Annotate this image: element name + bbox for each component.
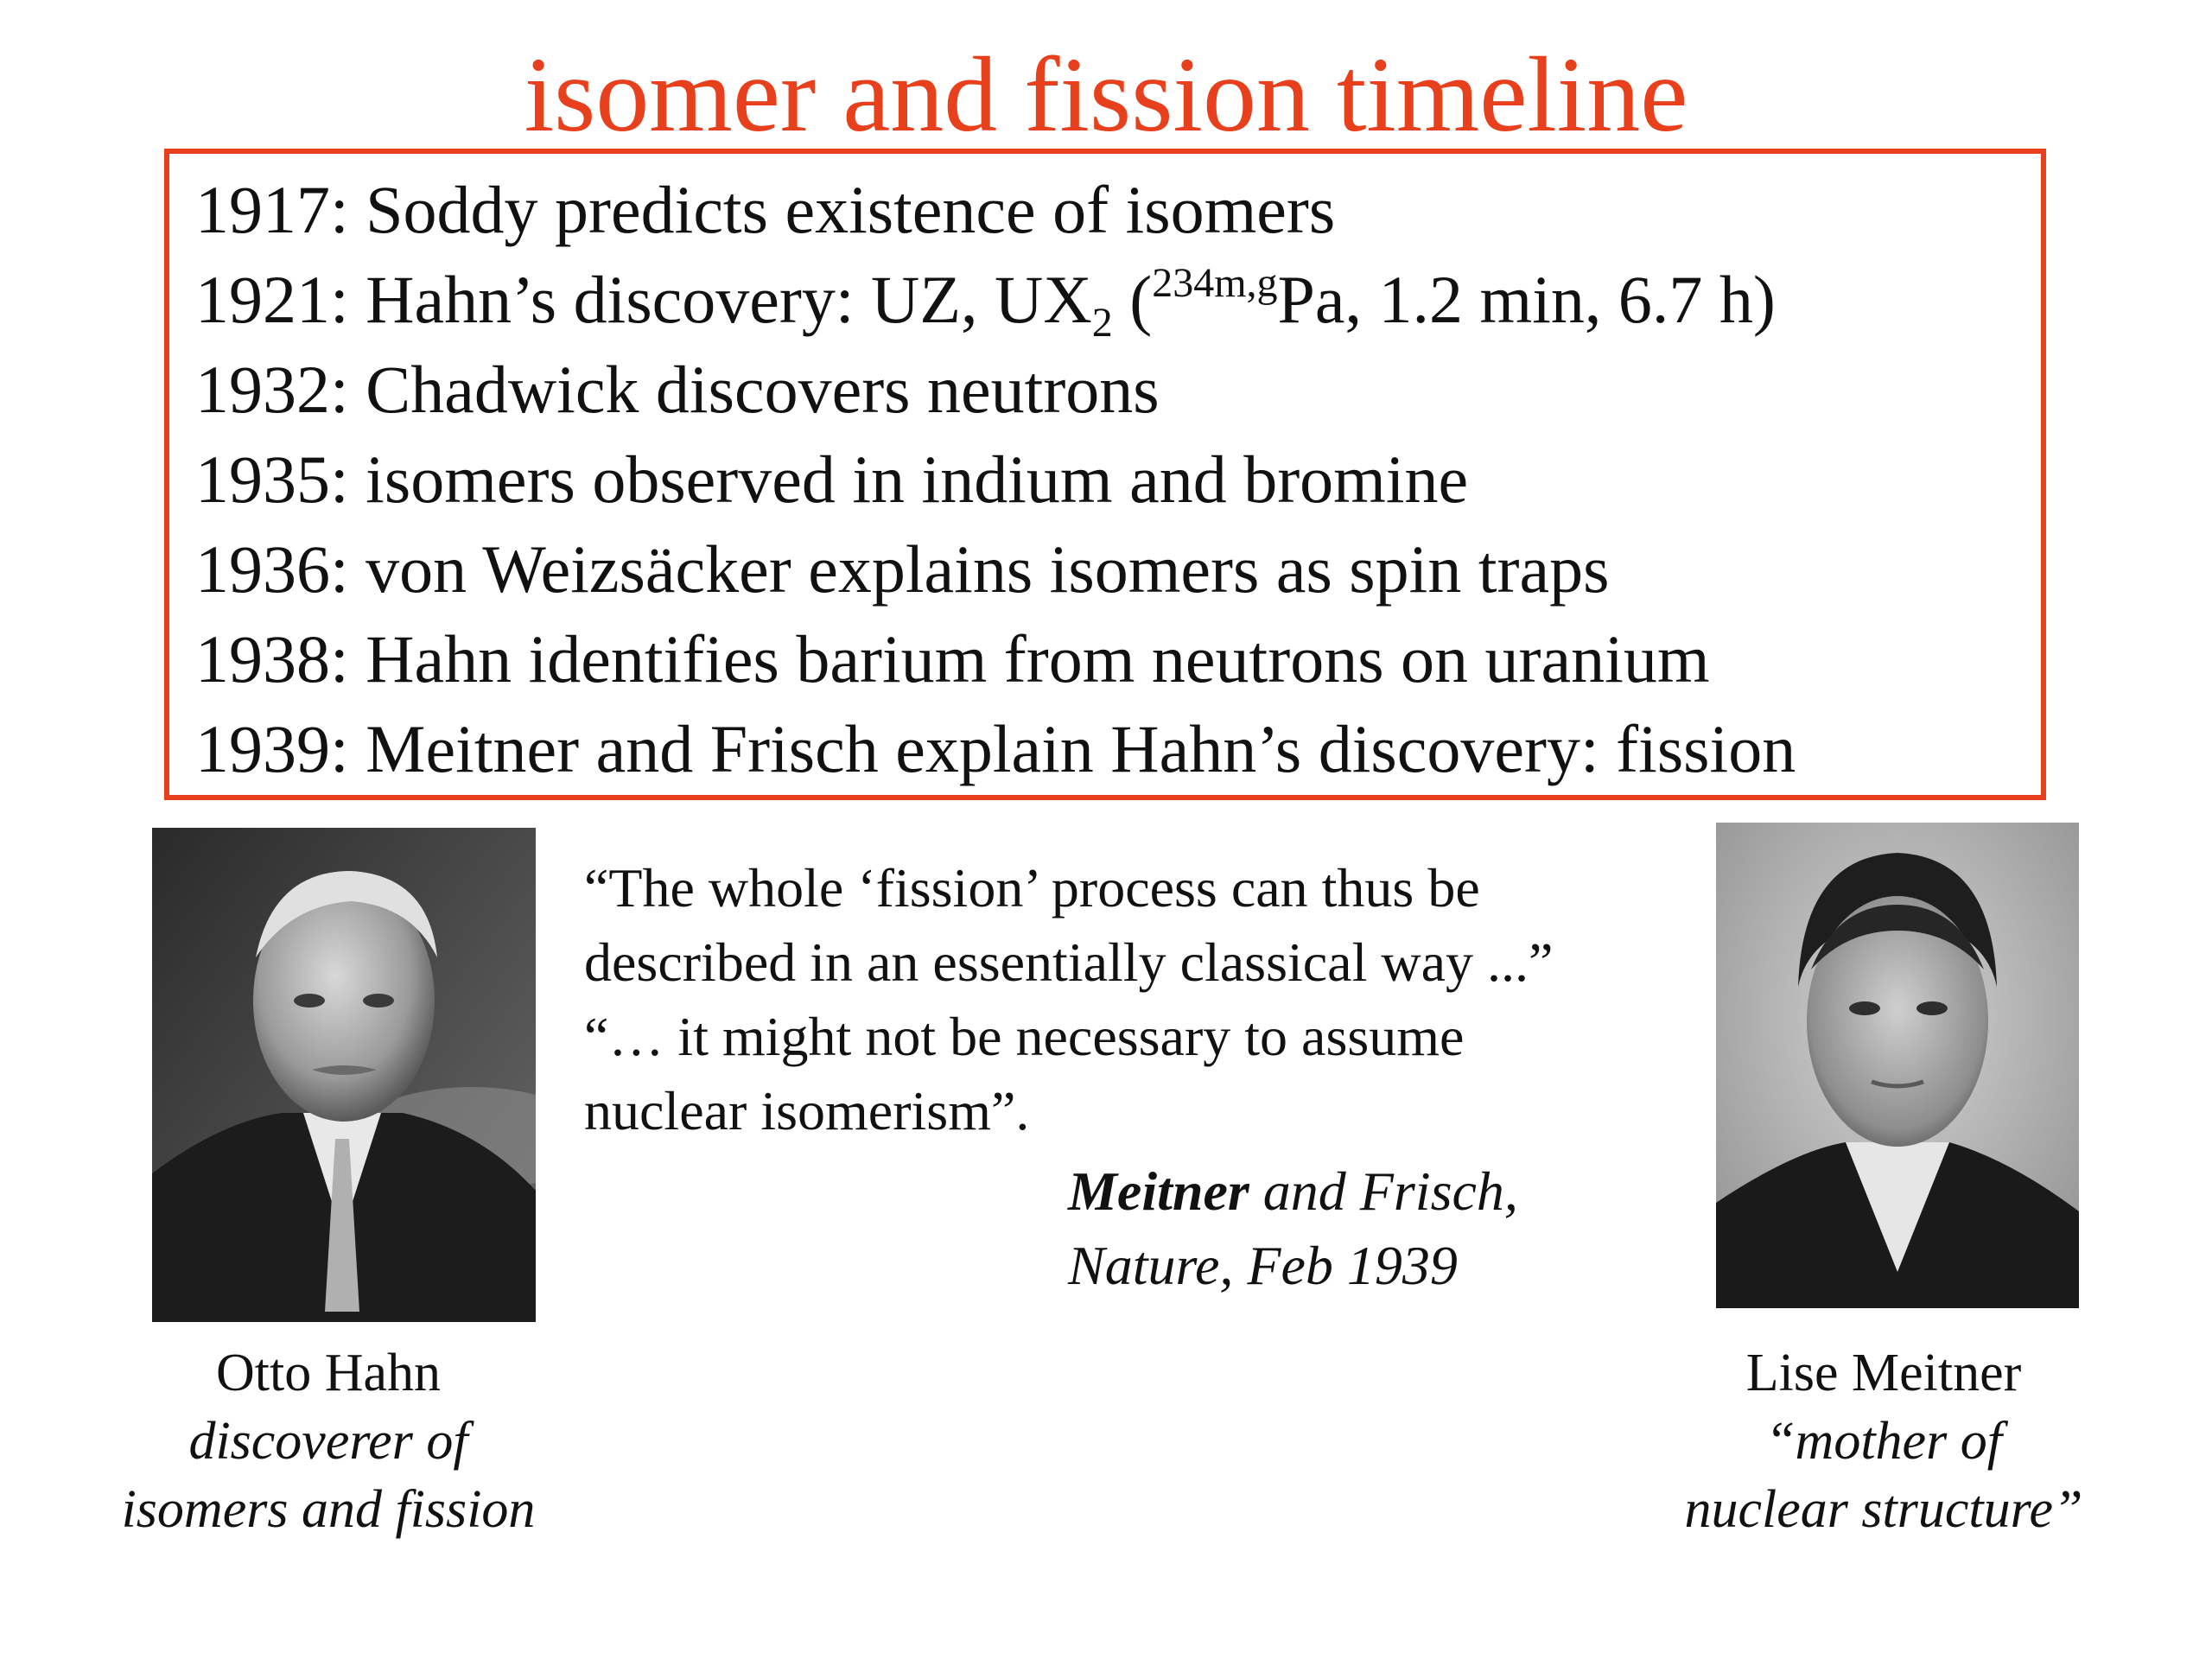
timeline-entry-1921 (195, 260, 1776, 346)
otto-hahn-desc-1: discoverer of (188, 1412, 468, 1471)
lise-meitner-desc-1: “mother of (1765, 1412, 2002, 1471)
citation-journal: Nature, Feb 1939 (1068, 1235, 1458, 1296)
quote-line-4: nuclear isomerism”. (584, 1080, 1030, 1141)
quote-line-2: described in an essentially classical way ...” (584, 931, 1554, 993)
otto-hahn-name: Otto Hahn (215, 1344, 442, 1402)
slide-title: isomer and fission timeline (524, 35, 1688, 154)
timeline-entry-1921-paren: ( (1112, 262, 1153, 337)
timeline-entry-1921-rest: Pa, 1.2 min, 6.7 h) (1277, 262, 1776, 337)
otto-hahn-photo (152, 828, 536, 1322)
timeline-entry-1917: 1917: Soddy predicts existence of isomers (195, 172, 1336, 247)
subscript-2: 2 (1091, 300, 1113, 346)
timeline-box (164, 149, 2046, 800)
lise-meitner-name: Lise Meitner (1745, 1344, 2022, 1402)
quote-line-3: “… it might not be necessary to assume (584, 1006, 1465, 1067)
superscript-mass-number: 234m,g (1152, 260, 1278, 306)
timeline-entry-1939: 1939: Meitner and Frisch explain Hahn’s discovery: fission (195, 711, 1796, 786)
quote-citation (1068, 1154, 1518, 1303)
timeline-entry-1938: 1938: Hahn identifies barium from neutrons on uranium (195, 621, 1710, 696)
lise-meitner-photo (1716, 823, 2079, 1308)
otto-hahn-caption (86, 1339, 570, 1544)
quote-line-1: “The whole ‘fission’ process can thus be (584, 857, 1480, 918)
quote-block (584, 851, 1553, 1148)
citation-author-rest: and Frisch, (1249, 1160, 1518, 1222)
timeline-entry-1935: 1935: isomers observed in indium and bromine (195, 442, 1469, 517)
citation-author-bold: Meitner (1068, 1160, 1249, 1222)
timeline-entry-1936: 1936: von Weizsäcker explains isomers as spin traps (195, 531, 1610, 607)
lise-meitner-desc-2: nuclear structure” (1684, 1480, 2083, 1539)
timeline-entry-1932: 1932: Chadwick discovers neutrons (195, 352, 1160, 427)
lise-meitner-caption (1642, 1339, 2126, 1544)
otto-hahn-desc-2: isomers and fission (121, 1480, 536, 1539)
timeline-entry-1921-text: 1921: Hahn’s discovery: UZ, UX (195, 262, 1092, 337)
